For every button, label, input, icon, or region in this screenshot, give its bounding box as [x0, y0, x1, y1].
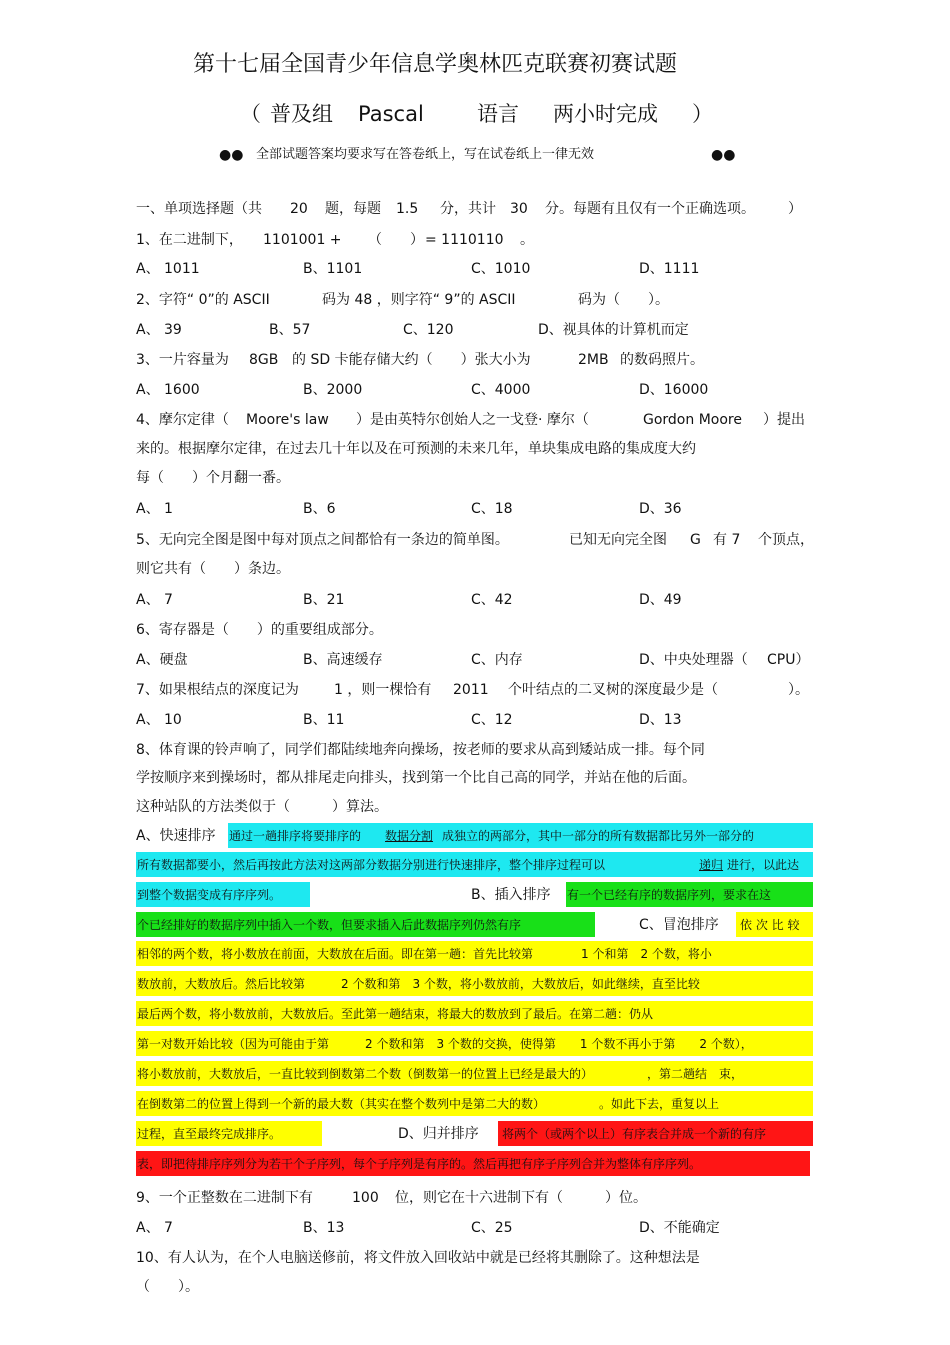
q6-option-a: A、硬盘	[136, 652, 188, 668]
q9-option-c: C、25	[471, 1220, 513, 1236]
q4-option-a: A、 1	[136, 501, 173, 517]
q5-stem-d: 有 7	[713, 532, 741, 548]
section-heading-e: ）	[788, 201, 802, 217]
q4-stem-c: ）是由英特尔创始人之一戈登· 摩尔（	[356, 412, 589, 428]
q6-option-c: C、内存	[471, 652, 523, 668]
q8-option-d: D、归并排序	[398, 1126, 479, 1142]
q1-end: 。	[520, 232, 534, 248]
q7-stem-d: 个叶结点的二叉树的深度最少是（	[508, 682, 718, 698]
notice-bullet-right: ●●	[711, 147, 736, 163]
bubble-sort-text-7: 在倒数第二的位置上得到一个新的最大数（其实在整个数列中是第二大的数） 。如此下去，重复以上	[137, 1097, 720, 1111]
q9-bits: 100	[352, 1190, 379, 1206]
q7-stem-e: ）。	[788, 682, 809, 698]
q2-option-b: B、57	[269, 322, 311, 338]
q7-stem-b: 1 ，则一棵恰有	[334, 682, 432, 698]
q1-operand: 1101001 +	[263, 232, 342, 248]
q9-stem-a: 9、一个正整数在二进制下有	[136, 1190, 313, 1206]
section-heading-d: 分。每题有且仅有一个正确选项。	[545, 201, 755, 217]
q4-option-d: D、36	[639, 501, 682, 517]
q5-stem-e: 个顶点，	[758, 532, 814, 548]
q1-blank: （ ）	[368, 232, 424, 248]
merge-sort-text-2: 表，即把待排序序列分为若干个子序列，每个子序列是有序的。然后再把有序子序列合并为整体有序序列。	[137, 1157, 702, 1171]
q5-option-b: B、21	[303, 592, 345, 608]
q7-option-a: A、 10	[136, 712, 182, 728]
q3-stem-c: 的 SD 卡能存储大约（ ）张大小为	[292, 352, 531, 368]
section-count: 20	[290, 201, 308, 217]
notice-bullet-left: ●●	[219, 147, 244, 163]
q4-person: Gordon Moore	[643, 412, 742, 428]
q7-stem-a: 7、如果根结点的深度记为	[136, 682, 299, 698]
subtitle-language-name: Pascal	[358, 102, 424, 126]
q5-graph: G	[690, 532, 701, 548]
q3-option-b: B、2000	[303, 382, 363, 398]
q3-capacity: 8GB	[249, 352, 279, 368]
subtitle-language: 语言	[477, 102, 519, 126]
q8-option-b: B、插入排序	[471, 887, 551, 903]
q3-stem-e: 的数码照片。	[620, 352, 704, 368]
q1-result: = 1110110	[425, 232, 504, 248]
bubble-sort-text-4: 最后两个数，将小数放前，大数放后。至此第一趟结束，将最大的数放到了最后。在第二趟：仍从	[137, 1007, 654, 1021]
subtitle-group: 普及组	[270, 102, 333, 126]
q9-option-b: B、13	[303, 1220, 345, 1236]
insertion-sort-text-1: 有一个已经有序的数据序列，要求在这	[567, 888, 772, 902]
q8-line2: 学按顺序来到操场时，都从排尾走向排头，找到第一个比自己高的同学，并站在他的后面。	[136, 770, 696, 786]
q5-stem-a: 5、无向完全图是图中每对顶点之间都恰有一条边的简单图。	[136, 532, 509, 548]
q1-option-b: B、1101	[303, 261, 363, 277]
q8-option-c: C、冒泡排序	[639, 917, 719, 933]
q8-option-a: A、快速排序	[136, 828, 216, 844]
bubble-sort-text-8: 过程，直至最终完成排序。	[137, 1127, 282, 1141]
quick-sort-text-3: 到整个数据变成有序序列。	[137, 888, 282, 902]
quick-sort-text-2b: 递归	[699, 858, 724, 872]
q2-stem-b: 码为 48 ，则字符“ 9”的 ASCII	[322, 292, 516, 308]
q4-stem-a: 4、摩尔定律（	[136, 412, 229, 428]
quick-sort-text-2a: 所有数据都要小，然后再按此方法对这两部分数据分别进行快速排序，整个排序过程可以	[137, 858, 606, 872]
q4-option-c: C、18	[471, 501, 513, 517]
quick-sort-text-1a: 通过一趟排序将要排序的	[229, 829, 362, 843]
q2-stem-a: 2、字符“ 0”的 ASCII	[136, 292, 270, 308]
q3-option-a: A、 1600	[136, 382, 200, 398]
section-heading-a: 一、单项选择题（共	[136, 201, 262, 217]
bubble-sort-text-5: 第一对数开始比较（因为可能由于第 2 个数和第 3 个数的交换，使得第 1 个数不再小于第 2 个数），	[137, 1037, 753, 1051]
q10-line1: 10、有人认为，在个人电脑送修前，将文件放入回收站中就是已经将其删除了。这种想法是	[136, 1250, 700, 1266]
insertion-sort-text-2: 个已经排好的数据序列中插入一个数，但要求插入后此数据序列仍然有序	[137, 918, 522, 932]
q6-option-b: B、高速缓存	[303, 652, 383, 668]
q3-option-d: D、16000	[639, 382, 709, 398]
q5-option-d: D、49	[639, 592, 682, 608]
q5-option-c: C、42	[471, 592, 513, 608]
q7-option-b: B、11	[303, 712, 345, 728]
q1-option-a: A、 1011	[136, 261, 200, 277]
q4-stem-e: ）提出	[763, 412, 805, 428]
q10-line2: （ ）。	[136, 1279, 199, 1295]
q6-option-d: D、中央处理器（	[639, 652, 748, 668]
q2-option-c: C、120	[403, 322, 454, 338]
q4-line2: 来的。根据摩尔定律，在过去几十年以及在可预测的未来几年，单块集成电路的集成度大约	[136, 441, 696, 457]
q7-leaf-count: 2011	[453, 682, 489, 698]
q3-option-c: C、4000	[471, 382, 531, 398]
notice-text: 全部试题答案均要求写在答卷纸上，写在试卷纸上一律无效	[256, 147, 595, 162]
bubble-sort-text-6: 将小数放前，大数放后，一直比较到倒数第二个数（倒数第一的位置上已经是最大的） ，第二趟结 束，	[137, 1067, 744, 1081]
q3-size: 2MB	[578, 352, 609, 368]
quick-sort-text-1b: 数据分割	[385, 829, 434, 843]
section-total: 30	[510, 201, 528, 217]
q4-law: Moore's law	[246, 412, 329, 428]
q7-option-d: D、13	[639, 712, 682, 728]
section-heading-b: 题，每题	[325, 201, 381, 217]
q6-stem: 6、寄存器是（ ）的重要组成部分。	[136, 622, 383, 638]
q8-line3: 这种站队的方法类似于（ ）算法。	[136, 799, 388, 815]
q8-line1: 8、体育课的铃声响了，同学们都陆续地奔向操场，按老师的要求从高到矮站成一排。每个同	[136, 742, 705, 758]
bubble-sort-text-2: 相邻的两个数，将小数放在前面，大数放在后面。即在第一趟：首先比较第 1 个和第 2 个数，将小	[137, 947, 712, 961]
q9-option-a: A、 7	[136, 1220, 173, 1236]
page-title: 第十七届全国青少年信息学奥林匹克联赛初赛试题	[193, 52, 678, 77]
q2-option-a: A、 39	[136, 322, 182, 338]
q6-option-d-cpu: CPU）	[767, 652, 810, 668]
q4-line3: 每（ ）个月翻一番。	[136, 470, 290, 486]
subtitle-time: 两小时完成	[553, 102, 658, 126]
q1-option-c: C、1010	[471, 261, 531, 277]
q7-option-c: C、12	[471, 712, 513, 728]
q4-option-b: B、6	[303, 501, 336, 517]
q3-stem-a: 3、一片容量为	[136, 352, 229, 368]
subtitle-close: ）	[692, 102, 713, 126]
quick-sort-text-1c: 成独立的两部分，其中一部分的所有数据都比另外一部分的	[442, 829, 755, 843]
q1-stem-a: 1、在二进制下，	[136, 232, 243, 248]
section-score: 1.5	[396, 201, 419, 217]
q5-option-a: A、 7	[136, 592, 173, 608]
merge-sort-text-1: 将两个（或两个以上）有序表合并成一个新的有序	[502, 1127, 767, 1141]
bubble-sort-text-3: 数放前，大数放后。然后比较第 2 个数和第 3 个数，将小数放前，大数放后，如此继续，直至比较	[137, 977, 700, 991]
q2-stem-c: 码为（ ）。	[578, 292, 669, 308]
bubble-sort-text-1: 依 次 比 较	[740, 918, 800, 932]
subtitle-open: （	[240, 102, 261, 126]
q5-stem-b: 已知无向完全图	[569, 532, 667, 548]
q2-option-d: D、视具体的计算机而定	[538, 322, 689, 338]
q9-option-d: D、不能确定	[639, 1220, 720, 1236]
quick-sort-text-2c: 进行，以此达	[727, 858, 800, 872]
q5-line2: 则它共有（ ）条边。	[136, 561, 290, 577]
q1-option-d: D、1111	[639, 261, 700, 277]
section-heading-c: 分，共计	[440, 201, 496, 217]
q9-stem-c: 位，则它在十六进制下有（ ）位。	[395, 1190, 647, 1206]
